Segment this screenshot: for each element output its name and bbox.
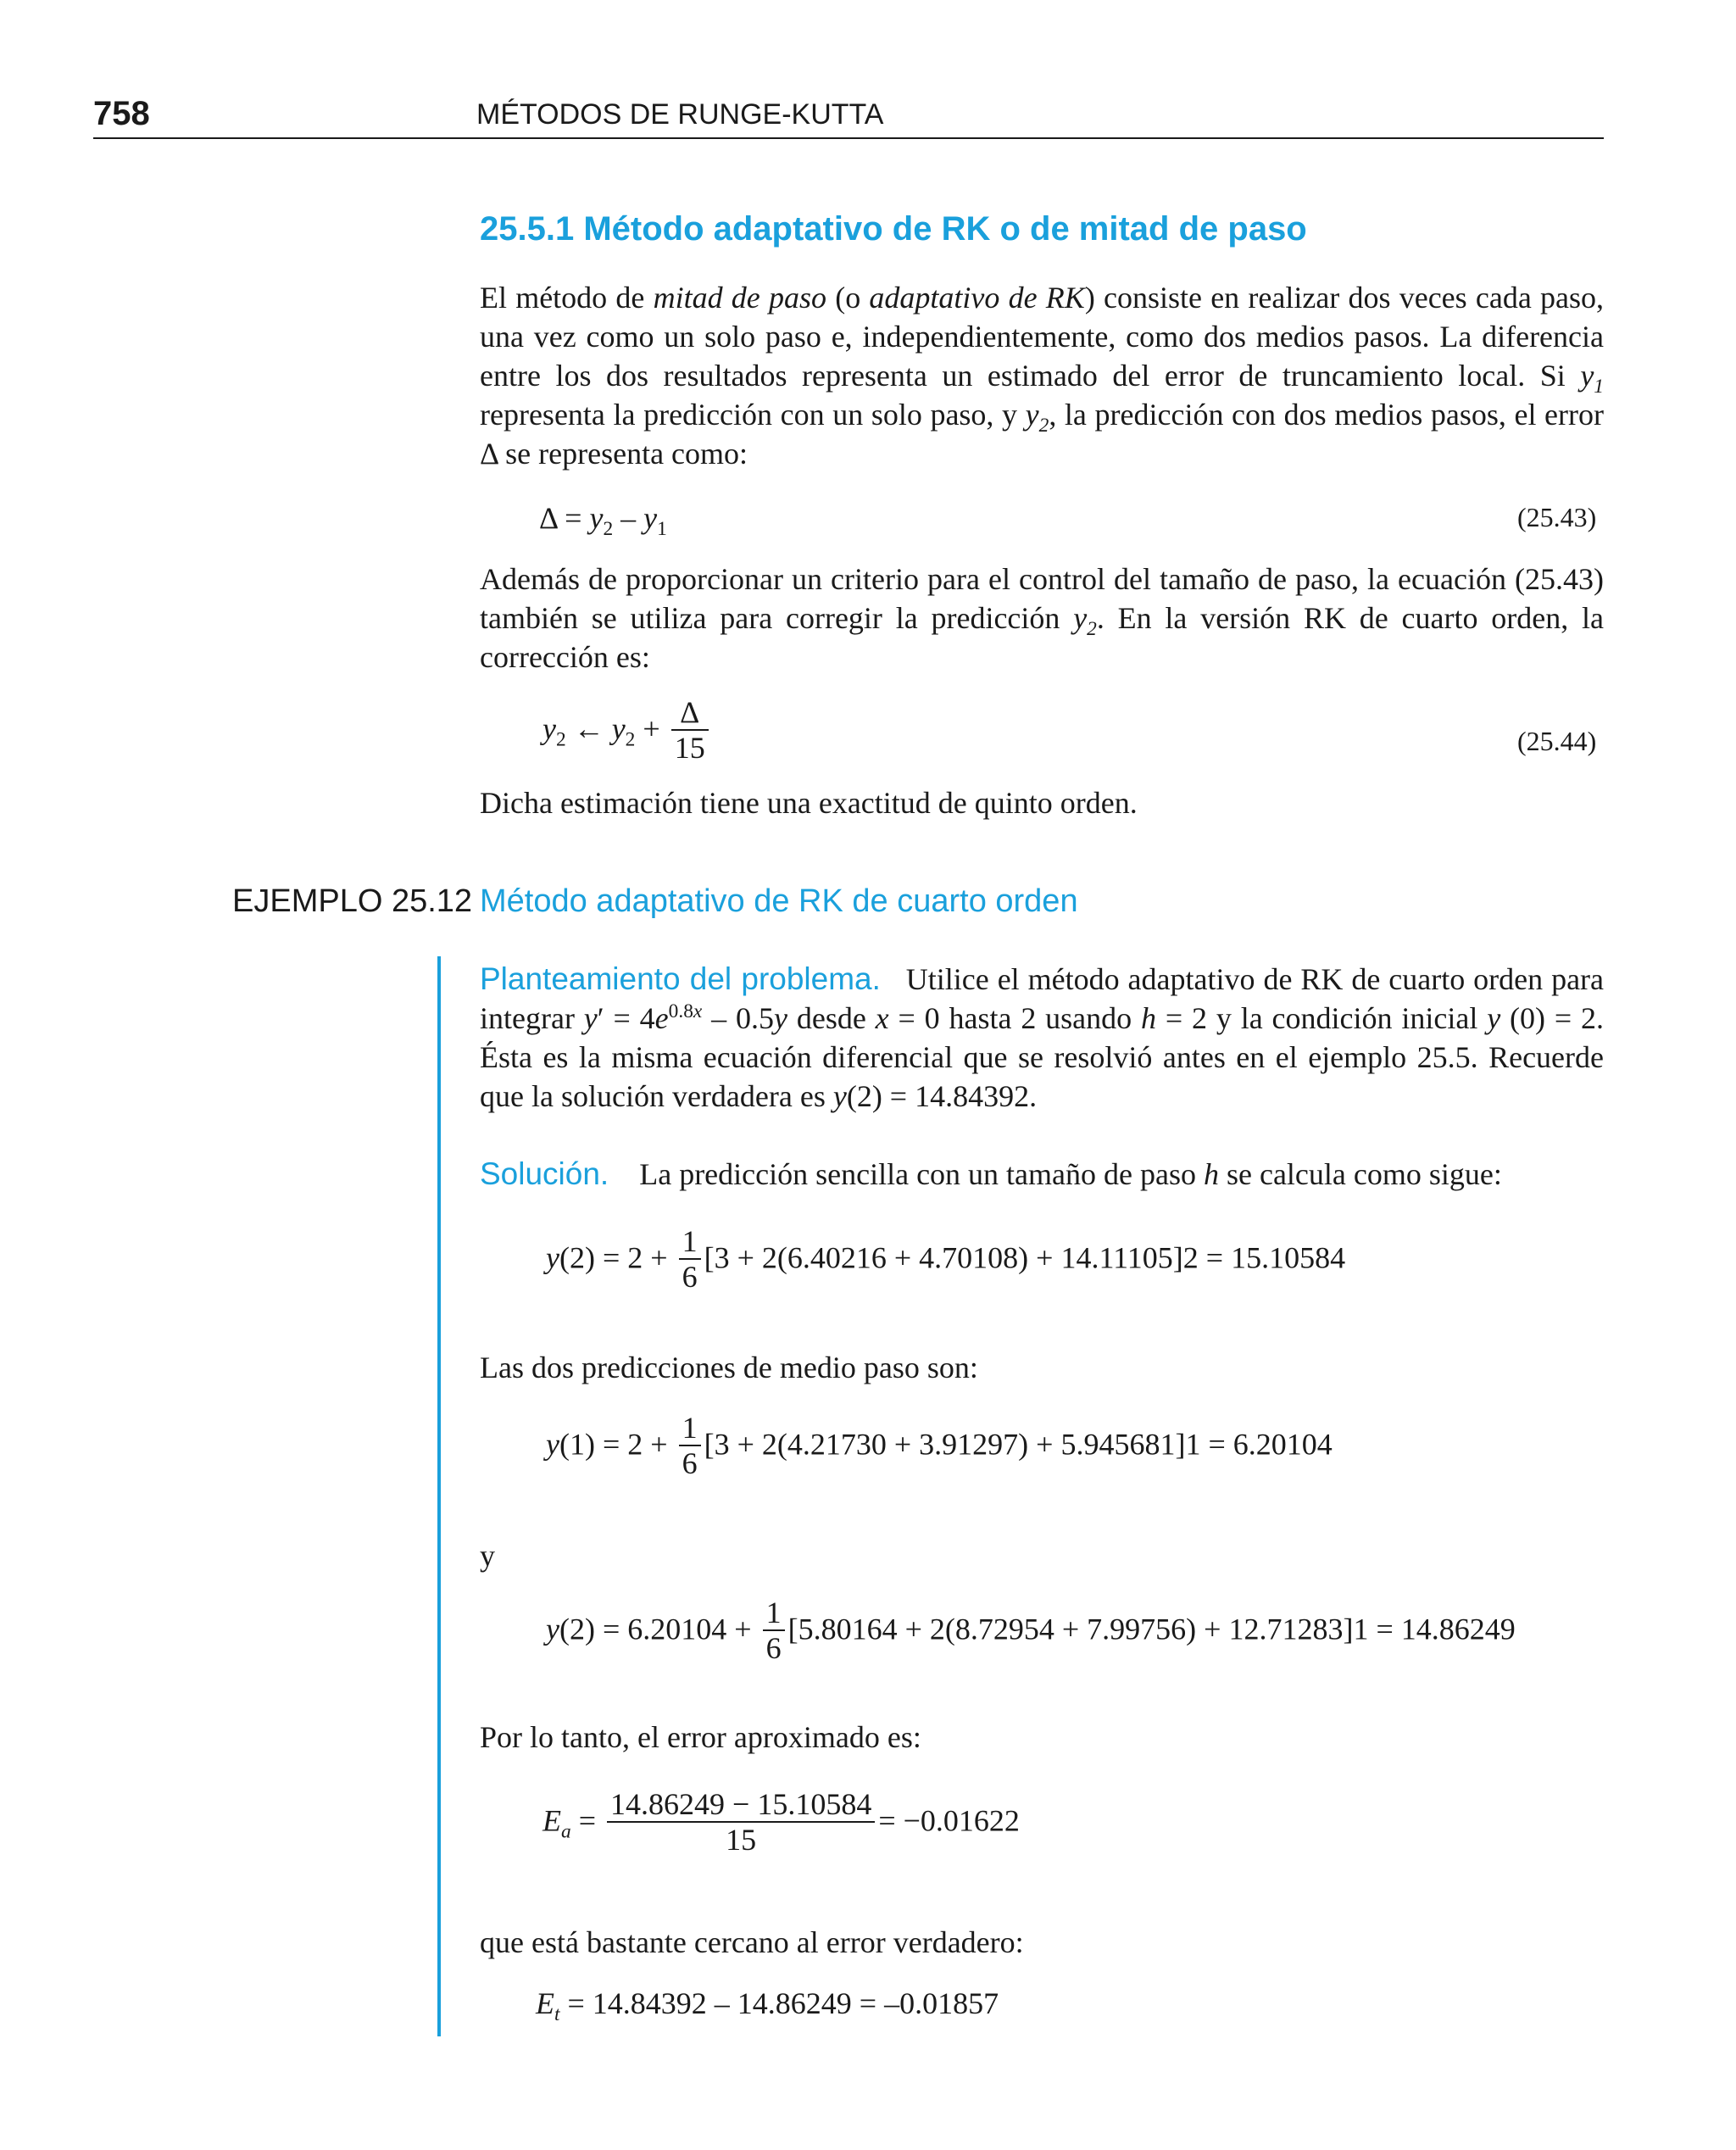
running-title: MÉTODOS DE RUNGE-KUTTA (476, 98, 884, 131)
eq3-rhs: [5.80164 + 2(8.72954 + 7.99756) + 12.71283]1 = 14.86249 (787, 1612, 1516, 1646)
solution-paragraph: Solución. La predicción sencilla con un tamaño de paso h se calcula como sigue: (480, 1156, 1502, 1191)
equation-approx-error: $E_a$ = $\frac{14.86249 - 15.10584}{15}$ = −0.01622 (542, 1787, 1020, 1857)
equation-half-step-1: y(1) = 2 + $\frac{1}{6}$ [3 + 2(4.21730 + 3.91297) + 5.945681]1 = 6.20104 (546, 1411, 1333, 1480)
delta-num: Δ (680, 695, 700, 729)
paragraph-correction (480, 560, 1604, 677)
eq2-lhs: (1) = 2 + (559, 1427, 668, 1462)
eq1-rhs: [3 + 2(6.40216 + 4.70108) + 14.11105]2 = 15.10584 (704, 1240, 1346, 1275)
y2-symbol-2: $y_2$ (1073, 601, 1097, 641)
example-label: EJEMPLO 25.12 (232, 883, 473, 919)
frac-den: 6 (679, 1445, 701, 1480)
problem-text-c: = 0 hasta 2 usando (888, 1001, 1142, 1035)
intro-text-a: El método de (480, 281, 654, 315)
equation-number-25-43: (25.43) (1517, 502, 1597, 532)
and-word: y (480, 1539, 495, 1573)
para2-text: Además de proporcionar un criterio para el control del tamaño de paso, la ecuación (25.43) también se utiliza para corregir la predicción (480, 562, 1604, 635)
paragraph-fifth-order: Dicha estimación tiene una exactitud de quinto orden. (480, 786, 1138, 820)
frac-num: 1 (682, 1224, 698, 1258)
ea-num: 14.86249 − 15.10584 (610, 1787, 872, 1821)
problem-text-a: Utilice el método adaptativo de RK de cuarto orden para integrar (480, 962, 1605, 1035)
intro-italic-mitad: mitad de paso (653, 281, 827, 315)
ea-den: 15 (607, 1821, 875, 1857)
eq2-rhs: [3 + 2(4.21730 + 3.91297) + 5.945681]1 = 6.20104 (704, 1427, 1333, 1462)
problem-heading: Planteamiento del problema. (480, 961, 881, 996)
page-number: 758 (93, 95, 150, 132)
equation-single-step: y(2) = 2 + $\frac{1}{6}$ [3 + 2(6.40216 + 4.70108) + 14.11105]2 = 15.10584 (546, 1224, 1346, 1294)
half-steps-intro: Las dos predicciones de medio paso son: (480, 1351, 978, 1384)
one-sixth-fraction (763, 1596, 785, 1665)
intro-paragraph (480, 278, 1604, 473)
intro-text-c: (o (826, 281, 870, 315)
solution-text-b: se calcula como sigue: (1218, 1157, 1502, 1191)
example-title: Método adaptativo de RK de cuarto orden (480, 883, 1078, 919)
one-sixth-fraction (679, 1411, 701, 1480)
frac-den: 6 (763, 1629, 785, 1665)
intro-text-g: , la predicción con dos medios pasos, el error Δ se representa como: (480, 398, 1604, 471)
y2-symbol: $y_2$ (1025, 398, 1049, 437)
equation-true-error: $E_t = 14.84392 - 14.86249 = -0.01857$ (536, 1986, 999, 2026)
eq1-lhs: (2) = 2 + (559, 1240, 668, 1275)
problem-text-e: (0) = 2. Ésta es la misma ecuación diferencial que se resolvió antes en el ejemplo 25.5. Recuerde que la solución verdadera es (480, 1001, 1605, 1113)
ea-result: = −0.01622 (878, 1803, 1020, 1838)
et-rhs: = 14.84392 – 14.86249 = –0.01857 (559, 1986, 999, 2020)
problem-statement: Planteamiento del problema. Utilice el método adaptativo de RK de cuarto orden para integrar $y' = 4e^{0.8x} - 0.5y$ desde x = 0 hasta 2 usando h = 2 y la condición inicial y (0) = 2. Ésta es la misma ecuación diferencial que se resolvió antes en el ejemplo 25.5. Recuerde que la solución verdadera es y(2) = 14.84392. (480, 961, 1605, 1113)
ea-fraction (607, 1787, 875, 1857)
intro-text-f: representa la predicción con un solo paso, y (480, 398, 1026, 432)
problem-text-b: desde (787, 1001, 876, 1035)
intro-italic-adaptativo: adaptativo de RK (869, 281, 1085, 315)
y1-symbol: $y_1$ (1580, 359, 1604, 398)
approx-error-intro: Por lo tanto, el error aproximado es: (480, 1720, 921, 1754)
equation-half-step-2: y(2) = 6.20104 + $\frac{1}{6}$ [5.80164 + 2(8.72954 + 7.99756) + 12.71283]1 = 14.86249 (546, 1596, 1516, 1665)
frac-den: 6 (679, 1258, 701, 1294)
intro-text-e: ) consiste en realizar dos veces cada paso, una vez como un solo paso e, independientemente, como dos medios pasos. La diferencia entre los dos resultados representa un estimado del error de truncamiento local. Si (480, 281, 1604, 393)
example-side-rule (437, 956, 441, 2036)
problem-text-d: = 2 y la condición inicial (1156, 1001, 1488, 1035)
delta-over-15 (671, 695, 709, 765)
true-error-intro: que está bastante cercano al error verdadero: (480, 1925, 1024, 1959)
solution-heading: Solución. (480, 1156, 609, 1191)
section-title: 25.5.1 Método adaptativo de RK o de mitad de paso (480, 210, 1307, 248)
eq3-lhs: (2) = 6.20104 + (559, 1612, 752, 1646)
para2-text-b: . En la versión RK de cuarto orden, la corrección es: (480, 601, 1604, 674)
header-rule (93, 137, 1604, 139)
frac-num: 1 (765, 1596, 782, 1629)
equation-25-44: $y_2$ ← $y_2$ + $\frac{\Delta}{15}$ (542, 697, 712, 766)
solution-text-a: La predicción sencilla con un tamaño de paso (639, 1157, 1204, 1191)
problem-text-f: (2) = 14.84392. (846, 1079, 1038, 1113)
equation-25-43: $\Delta = y_2 - y_1$ (539, 501, 667, 541)
one-sixth-fraction (679, 1224, 701, 1294)
frac-num: 1 (682, 1411, 698, 1445)
equation-number-25-44: (25.44) (1517, 726, 1597, 756)
delta-den: 15 (671, 729, 709, 765)
